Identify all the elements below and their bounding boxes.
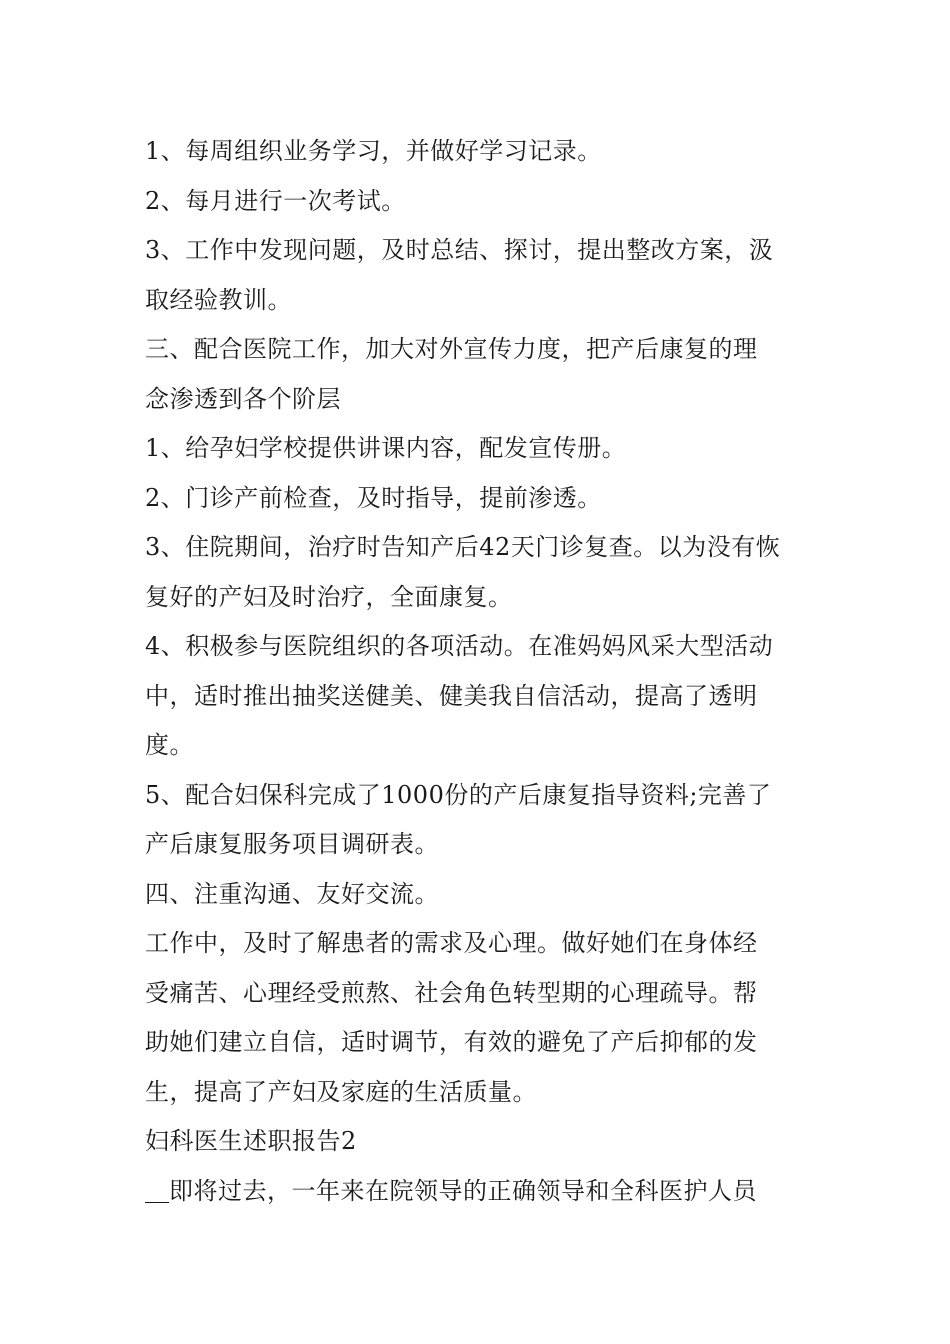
section-heading-4: 四、注重沟通、友好交流。 (145, 879, 439, 908)
text-line-15: 产后康复服务项目调研表。 (145, 830, 439, 858)
text-line-2: 2、每月进行一次考试。 (145, 186, 406, 215)
text-line-1: 1、每周组织业务学习，并做好学习记录。 (145, 137, 602, 165)
text-line-6: 念渗透到各个阶层 (145, 384, 341, 413)
text-line-10: 复好的产妇及时治疗，全面康复。 (145, 582, 513, 611)
text-line-22 (145, 1167, 815, 1217)
blank-underline (145, 1176, 169, 1203)
text-line-19: 助她们建立自信，适时调节，有效的避免了产后抑郁的发 (145, 1028, 758, 1056)
text-line-17: 工作中，及时了解患者的需求及心理。做好她们在身体经 (145, 929, 758, 957)
text-line-13: 度。 (145, 731, 194, 759)
section-heading-3: 三、配合医院工作，加大对外宣传力度，把产后康复的理 (145, 335, 758, 363)
text-line-22-content: 即将过去，一年来在院领导的正确领导和全科医护人员 (169, 1176, 757, 1205)
text-line-14: 5、配合妇保科完成了1000份的产后康复指导资料;完善了 (145, 780, 772, 809)
text-line-7: 1、给孕妇学校提供讲课内容，配发宣传册。 (145, 434, 627, 462)
text-line-18: 受痛苦、心理经受煎熬、社会角色转型期的心理疏导。帮 (145, 978, 758, 1007)
text-line-8: 2、门诊产前检查，及时指导，提前渗透。 (145, 483, 602, 512)
text-line-3: 3、工作中发现问题，及时总结、探讨，提出整改方案，汲 (145, 236, 774, 264)
document-page (145, 127, 815, 1216)
text-line-11: 4、积极参与医院组织的各项活动。在准妈妈风采大型活动 (145, 632, 774, 660)
text-line-20: 生，提高了产妇及家庭的生活质量。 (145, 1077, 537, 1106)
text-line-12: 中，适时推出抽奖送健美、健美我自信活动，提高了透明 (145, 681, 758, 710)
text-line-9: 3、住院期间，治疗时告知产后42天门诊复查。以为没有恢 (145, 533, 781, 561)
report-title-2: 妇科医生述职报告2 (145, 1127, 357, 1155)
text-line-4: 取经验教训。 (145, 285, 292, 314)
